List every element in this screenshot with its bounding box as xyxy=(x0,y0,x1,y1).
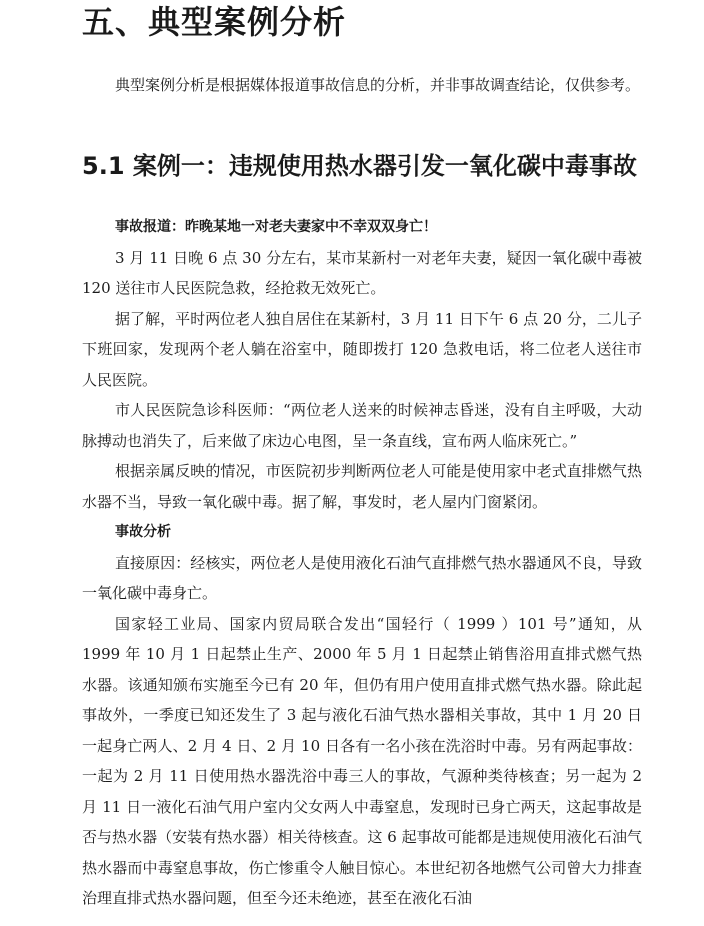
paragraph: 根据亲属反映的情况，市医院初步判断两位老人可能是使用家中老式直排燃气热水器不当，导致一氧化碳中毒。据了解，事发时，老人屋内门窗紧闭。 xyxy=(82,462,642,511)
paragraph: 直接原因：经核实，两位老人是使用液化石油气直排燃气热水器通风不良，导致一氧化碳中毒身亡。 xyxy=(82,553,642,602)
subsection-title: 5.1 案例一：违规使用热水器引发一氧化碳中毒事故 xyxy=(82,152,637,180)
analysis-heading: 事故分析 xyxy=(115,524,171,540)
paragraph: 市人民医院急诊科医师：“两位老人送来的时候神志昏迷，没有自主呼吸，大动脉搏动也消失了，后来做了床边心电图，呈一条直线，宣布两人临床死亡。” xyxy=(82,401,642,450)
paragraph: 3 月 11 日晚 6 点 30 分左右，某市某新村一对老年夫妻，疑因一氧化碳中毒被 120 送往市人民医院急救，经抢救无效死亡。 xyxy=(82,248,642,297)
case-body xyxy=(82,212,642,914)
report-heading: 事故报道：昨晚某地一对老夫妻家中不幸双双身亡！ xyxy=(115,219,437,235)
section-title: 五、典型案例分析 xyxy=(82,3,347,41)
intro-paragraph: 典型案例分析是根据媒体报道事故信息的分析，并非事故调查结论，仅供参考。 xyxy=(115,76,641,94)
paragraph: 据了解，平时两位老人独自居住在某新村，3 月 11 日下午 6 点 20 分，二儿子下班回家，发现两个老人躺在浴室中，随即拨打 120 急救电话，将二位老人送往市人民医院。 xyxy=(82,309,642,389)
paragraph: 国家轻工业局、国家内贸局联合发出“国轻行（ 1999 ）101 号”通知，从 1999 年 10 月 1 日起禁止生产、2000 年 5 月 1 日起禁止销售浴用直排式燃气热水器。该通知颁布实施至今已有 20 年，但仍有用户使用直排式燃气热水器。除此起事故外，一季度已知还发生了 3 起与液化石油气热水器相关事故，其中 1 月 20 日一起身亡两人、2 月 4 日、2 月 10 日各有一名小孩在洗浴时中毒。另有两起事故：一起为 2 月 11 日使用热水器洗浴中毒三人的事故，气源种类待核查；另一起为 2 月 11 日一液化石油气用户室内父女两人中毒窒息，发现时已身亡两天，这起事故是否与热水器（安装有热水器）相关待核查。这 6 起事故可能都是违规使用液化石油气热水器而中毒窒息事故，伤亡惨重令人触目惊心。本世纪初各地燃气公司曾大力排查治理直排式热水器问题，但至今还未绝迹，甚至在液化石油 xyxy=(82,614,642,907)
